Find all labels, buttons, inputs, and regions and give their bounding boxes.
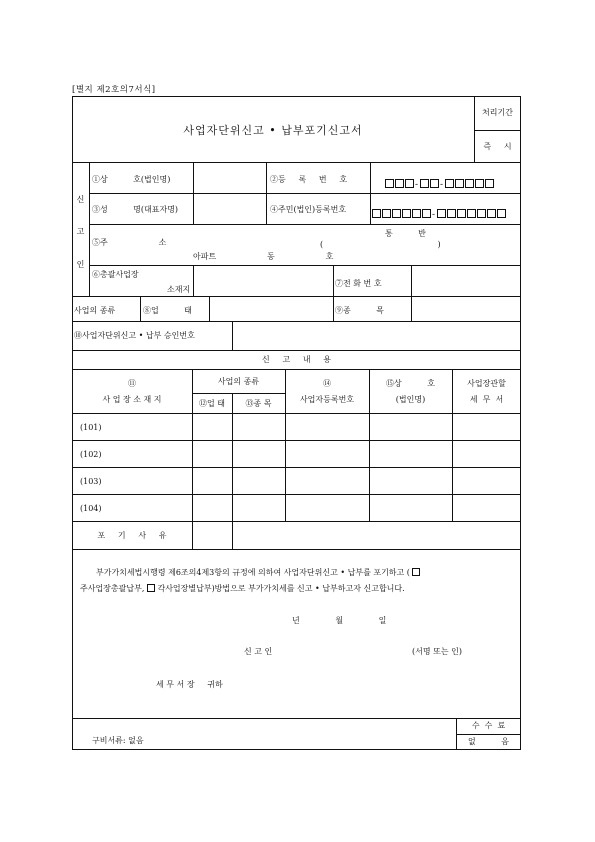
fee-value: 없 음 [468, 737, 509, 746]
office-column-header-2: 세 무 서 [469, 395, 504, 404]
hq-location-label-1: ⑥총괄사업장 [92, 270, 139, 279]
fee-label: 수 수 료 [471, 721, 506, 730]
office-column-header-1: 사업장관할 [467, 379, 506, 388]
registration-number-label: ②등 록 번 호 [270, 175, 348, 184]
table-row-number: (103) [80, 477, 102, 486]
resident-number-boxes[interactable]: - [371, 204, 506, 220]
location-column-number: ⑪ [128, 379, 136, 388]
processing-period-label: 처리기간 [482, 108, 513, 117]
approval-number-label: ⑩사업자단위신고 • 납부 승인번호 [74, 331, 195, 340]
reason-label: 포 기 사 유 [97, 531, 167, 540]
attachments-note: 구비서류: 없음 [92, 736, 144, 745]
item-label: ⑨종 목 [335, 306, 384, 315]
name-label: ③성 명(대표자명) [92, 205, 179, 214]
business-column-header: ⑫업 태 [199, 399, 225, 408]
address-parentheses: ( ) [320, 240, 441, 249]
table-row-number: (104) [80, 504, 102, 513]
table-row-number: (102) [80, 450, 102, 459]
item-column-header: ⑬종 목 [245, 399, 272, 408]
statement-line-1: 부가가치세법시행령 제6조의4제3항의 규정에 의하여 사업자단위신고 • 납부를 포기하고 ( [96, 568, 420, 577]
date-line: 년 월 일 [292, 616, 387, 625]
resident-number-label: ④주민(법인)등록번호 [270, 205, 347, 214]
processing-period-value: 즉 시 [483, 142, 512, 151]
name-column-header-2: (법인명) [395, 395, 426, 404]
address-apartment: 아파트 동 호 [193, 252, 334, 261]
regno-column-header: 사업자등록번호 [299, 395, 355, 404]
hq-location-label-2: 소재지 [167, 285, 191, 294]
location-column-header: 사 업 장 소 재 지 [102, 395, 162, 404]
applicant-label-2: 고 [76, 227, 85, 236]
hq-consolidated-checkbox[interactable] [412, 568, 420, 576]
trade-name-label: ①상 호(법인명) [92, 175, 171, 184]
table-row-number: (101) [80, 423, 102, 432]
business-kind-label: 사업의 종류 [74, 306, 116, 315]
form-title: 사업자단위신고 • 납부포기신고서 [183, 124, 363, 137]
name-column-header-1: ⑮상 호 [386, 379, 435, 388]
statement-line-2: 주사업장총괄납부, 각사업장별납부)방법으로 부가가치세를 신고 • 납부하고자 신고합니다. [80, 584, 405, 593]
registration-number-boxes[interactable]: - - [384, 174, 494, 190]
form-reference: [별지 제2호의7서식] [72, 85, 156, 95]
applicant-label-1: 신 [76, 195, 85, 204]
signature-label: (서명 또는 인) [412, 647, 462, 656]
address-tong-ban: 통 반 [385, 229, 426, 238]
addressee: 세 무 서 장 귀하 [156, 680, 223, 689]
applicant-label-3: 인 [76, 260, 85, 269]
phone-label: ⑦전 화 번 호 [335, 279, 382, 288]
business-label: ⑧업 태 [143, 306, 192, 315]
per-site-checkbox[interactable] [147, 584, 155, 592]
regno-column-number: ⑭ [323, 379, 331, 388]
reporter-label: 신 고 인 [244, 647, 273, 656]
type-column-header: 사업의 종류 [217, 377, 260, 386]
details-title: 신 고 내 용 [261, 355, 332, 364]
address-label: ⑤주 소 [92, 238, 167, 247]
